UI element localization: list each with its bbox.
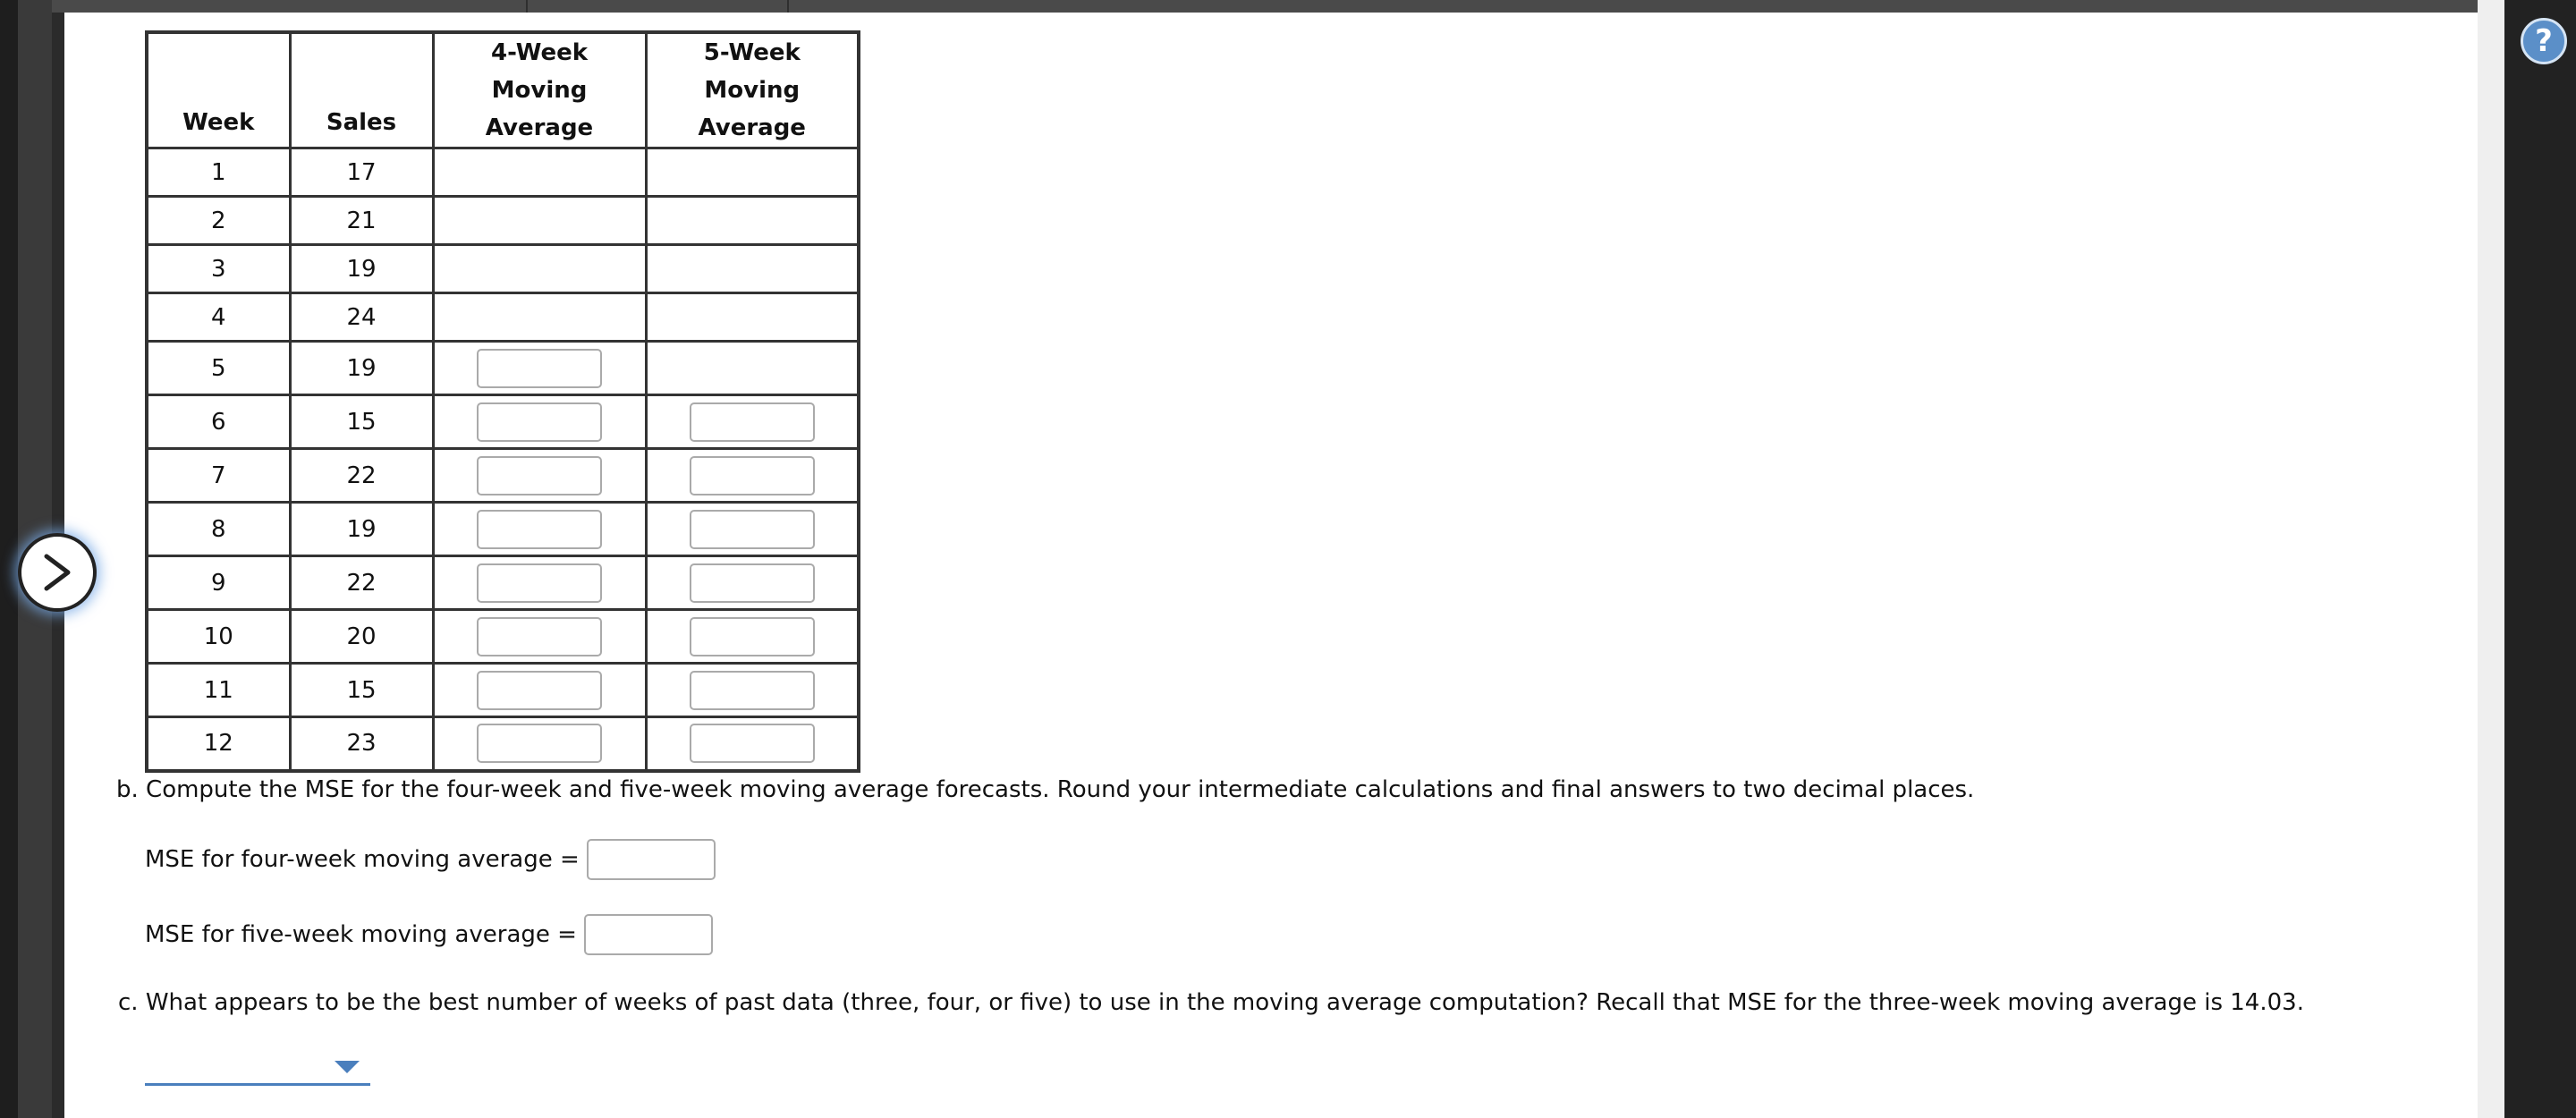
table-row	[147, 293, 859, 342]
mse-five-week-input[interactable]	[584, 914, 713, 955]
ma5-input-week-8[interactable]	[690, 510, 815, 549]
ma5-cell	[646, 664, 859, 717]
chevron-right-icon	[39, 551, 75, 594]
ma4-input-week-9[interactable]	[477, 563, 602, 603]
sales-cell: 19	[290, 245, 433, 293]
ma4-input-week-12[interactable]	[477, 724, 602, 763]
ma5-cell-empty	[646, 245, 859, 293]
ma5-cell-empty	[646, 293, 859, 342]
ma5-cell	[646, 503, 859, 556]
table-row	[147, 610, 859, 664]
ma4-cell	[433, 610, 646, 664]
right-panel	[2504, 0, 2576, 1118]
sales-cell: 20	[290, 610, 433, 664]
ma5-input-week-7[interactable]	[690, 456, 815, 495]
right-gutter	[2478, 0, 2504, 1118]
header-5-week-ma	[646, 32, 859, 148]
header-5-week-line2: Moving Average	[698, 77, 806, 141]
sales-cell: 17	[290, 148, 433, 197]
mse-four-week-input[interactable]	[587, 839, 716, 880]
week-cell: 5	[147, 342, 290, 395]
help-icon[interactable]: ?	[2521, 18, 2567, 64]
ma4-input-week-7[interactable]	[477, 456, 602, 495]
week-cell: 12	[147, 717, 290, 771]
ma5-cell-empty	[646, 148, 859, 197]
moving-average-table	[145, 30, 860, 773]
sales-cell: 22	[290, 556, 433, 610]
header-4-week-ma	[433, 32, 646, 148]
ma5-input-week-12[interactable]	[690, 724, 815, 763]
best-weeks-dropdown[interactable]	[145, 1050, 370, 1086]
sales-cell: 21	[290, 197, 433, 245]
ma4-input-week-10[interactable]	[477, 617, 602, 656]
sales-cell: 23	[290, 717, 433, 771]
week-cell: 3	[147, 245, 290, 293]
week-cell: 4	[147, 293, 290, 342]
table-row	[147, 245, 859, 293]
ma4-cell-empty	[433, 245, 646, 293]
week-cell: 10	[147, 610, 290, 664]
ma4-cell-empty	[433, 148, 646, 197]
top-bar	[52, 0, 2485, 13]
next-question-button[interactable]	[18, 533, 97, 612]
ma5-cell	[646, 610, 859, 664]
chevron-down-icon	[335, 1061, 360, 1073]
ma5-input-week-6[interactable]	[690, 402, 815, 442]
ma5-input-week-10[interactable]	[690, 617, 815, 656]
table-row	[147, 395, 859, 449]
ma5-cell	[646, 556, 859, 610]
ma4-cell	[433, 556, 646, 610]
ma4-cell	[433, 503, 646, 556]
week-cell: 1	[147, 148, 290, 197]
week-cell: 7	[147, 449, 290, 503]
ma4-cell	[433, 342, 646, 395]
week-cell: 2	[147, 197, 290, 245]
ma4-cell	[433, 717, 646, 771]
left-rail	[0, 0, 18, 1118]
ma4-cell	[433, 395, 646, 449]
ma4-input-week-8[interactable]	[477, 510, 602, 549]
table-row	[147, 148, 859, 197]
table-row	[147, 664, 859, 717]
top-bar-divider	[526, 0, 528, 13]
sales-cell: 24	[290, 293, 433, 342]
mse-four-week-row	[145, 839, 716, 880]
week-cell: 8	[147, 503, 290, 556]
ma4-input-week-5[interactable]	[477, 349, 602, 388]
ma4-input-week-11[interactable]	[477, 671, 602, 710]
question-b-text: b. Compute the MSE for the four-week and five-week moving average forecasts. Round your intermediate calculations and final answers to two decimal places.	[116, 776, 1975, 803]
sales-cell: 15	[290, 395, 433, 449]
mse-five-week-label: MSE for five-week moving average =	[145, 921, 577, 948]
ma5-cell	[646, 395, 859, 449]
question-c-text: c. What appears to be the best number of weeks of past data (three, four, or five) to use in the moving average computation? Recall that MSE for the three-week moving average is 14.03.	[118, 989, 2304, 1016]
header-4-week-line2: Moving Average	[485, 77, 594, 141]
ma5-input-week-11[interactable]	[690, 671, 815, 710]
week-cell: 11	[147, 664, 290, 717]
ma5-cell	[646, 449, 859, 503]
ma5-cell-empty	[646, 342, 859, 395]
ma5-input-week-9[interactable]	[690, 563, 815, 603]
ma4-cell	[433, 449, 646, 503]
table-row	[147, 342, 859, 395]
ma4-cell-empty	[433, 197, 646, 245]
ma5-cell-empty	[646, 197, 859, 245]
sales-cell: 19	[290, 342, 433, 395]
table-row	[147, 197, 859, 245]
ma4-cell	[433, 664, 646, 717]
header-4-week-line1: 4-Week	[490, 39, 589, 66]
header-week: Week	[147, 32, 290, 148]
table-row	[147, 717, 859, 771]
ma5-cell	[646, 717, 859, 771]
week-cell: 6	[147, 395, 290, 449]
header-sales: Sales	[290, 32, 433, 148]
table-row	[147, 503, 859, 556]
table-row	[147, 449, 859, 503]
sales-cell: 22	[290, 449, 433, 503]
sales-cell: 15	[290, 664, 433, 717]
ma4-cell-empty	[433, 293, 646, 342]
header-5-week-line1: 5-Week	[703, 39, 801, 66]
top-bar-divider	[787, 0, 789, 13]
mse-four-week-label: MSE for four-week moving average =	[145, 846, 580, 873]
ma4-input-week-6[interactable]	[477, 402, 602, 442]
sales-cell: 19	[290, 503, 433, 556]
table-row	[147, 556, 859, 610]
mse-five-week-row	[145, 914, 713, 955]
week-cell: 9	[147, 556, 290, 610]
